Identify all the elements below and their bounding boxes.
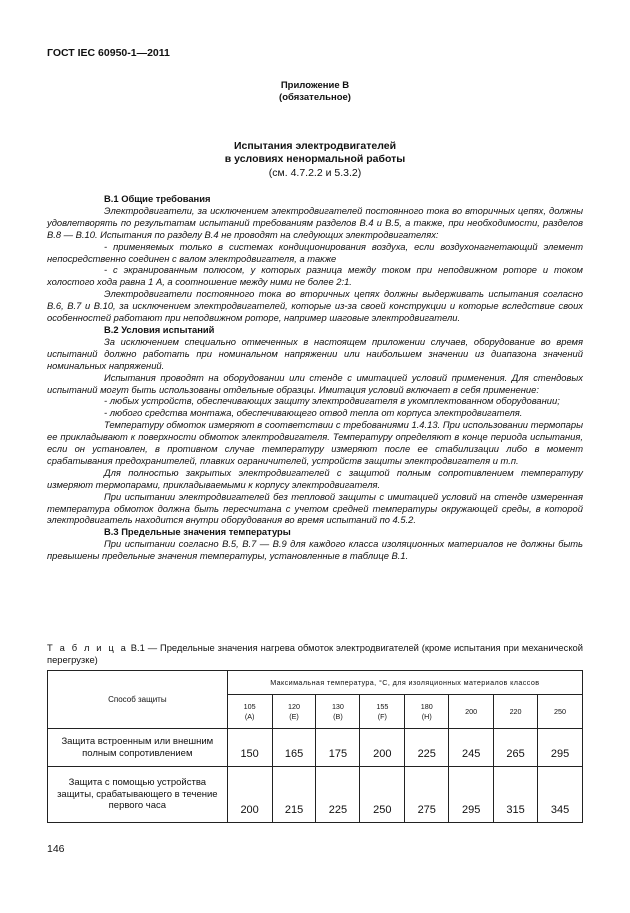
list-item: - применяемых только в системах кондиционирования воздуха, если воздухонагнетающий элемент непосредственно соединен с валом электродвигателя, а также: [47, 240, 583, 264]
table-cell: 165: [272, 729, 316, 767]
paragraph: Электродвигатели, за исключением электродвигателей постоянного тока во вторичных цепях, должны удовлетворять по результатам испытаний требованиям разделов В.4 и В.5, а также, при необходимости, разделов В.8 — В.10. Испытания по разделу В.4 не проводят на следующих электродвигателях:: [47, 204, 583, 240]
table-row: [48, 729, 583, 767]
paragraph: За исключением специально отмеченных в настоящем приложении случаев, оборудование во время испытаний должно работать при номинальном напряжении или наибольшем значении из диапазона значений номинальных напряжений.: [47, 335, 583, 371]
paragraph: Температуру обмоток измеряют в соответствии с требованиями 1.4.13. При использовании термопары ее прикладывают к поверхности обмоток электродвигателя. Температуру определяют в конце периода испытания, если он установлен, в противном случае температуру измеряют после ее стабилизации либо в момент срабатывания предохранителей, плавких ограничителей, устройств защиты электродвигателя и т.п.: [47, 419, 583, 466]
table-cell: 225: [405, 729, 449, 767]
table-caption: [47, 642, 583, 666]
col-header-group: Максимальная температура, °С, для изоляционных материалов классов: [227, 671, 582, 695]
paragraph: При испытании согласно В.5, В.7 — В.9 для каждого класса изоляционных материалов не должны быть превышены предельные значения температуры, установленные в таблице В.1.: [47, 538, 583, 562]
table-cell: 265: [494, 729, 538, 767]
section-heading-b1: В.1 Общие требования: [104, 193, 211, 204]
standard-header: ГОСТ IEC 60950-1—2011: [47, 47, 170, 59]
table-cell: 225: [316, 767, 360, 823]
table-cell: 175: [316, 729, 360, 767]
page-number: 146: [47, 843, 65, 855]
paragraph: При испытании электродвигателей без тепловой защиты с имитацией условий на стенде измеренная температура обмоток должна быть пересчитана с учетом средней температуры окружающей среды, в которой электродвигатель находится внутри оборудования во время испытаний по 4.5.2.: [47, 490, 583, 526]
temperature-limits-table: [47, 670, 583, 823]
document-title-reference: (см. 4.7.2.2 и 5.3.2): [268, 167, 362, 179]
class-header: 220: [494, 695, 538, 729]
table-row: [48, 767, 583, 823]
paragraph: Электродвигатели постоянного тока во вторичных цепях должны выдерживать испытания согласно В.6, В.7 и В.10, за исключением электродвигателей, которые из-за своей конструкции и которые вследствие своих особенностей работают при неподвижном роторе, например шаговые электродвигатели.: [47, 288, 583, 324]
class-header: 105 (А): [227, 695, 272, 729]
table-cell: 245: [449, 729, 494, 767]
class-header: 130 (В): [316, 695, 360, 729]
row-label: Защита встроенным или внешним полным сопротивлением: [48, 729, 228, 767]
document-title-line1: Испытания электродвигателей: [233, 140, 397, 152]
class-header: 180 (Н): [405, 695, 449, 729]
table-cell: 295: [538, 729, 583, 767]
table-cell: 275: [405, 767, 449, 823]
section-heading-b3: В.3 Предельные значения температуры: [104, 526, 291, 538]
table-caption-text: В.1 — Предельные значения нагрева обмоток электродвигателей (кроме испытания при механической перегрузке): [47, 642, 583, 665]
class-header: 250: [538, 695, 583, 729]
class-header: 120 (Е): [272, 695, 316, 729]
annex-status: (обязательное): [279, 92, 351, 103]
main-text: [47, 193, 583, 562]
list-item: - с экранированным полюсом, у которых разница между током при неподвижном роторе и током холостого хода равна 1 А, а соотношение между ними не более 2:1.: [47, 264, 583, 288]
class-header: 155 (F): [360, 695, 405, 729]
table-cell: 200: [227, 767, 272, 823]
list-item: - любого средства монтажа, обеспечивающего отвод тепла от корпуса электродвигателя.: [104, 407, 523, 419]
paragraph: Испытания проводят на оборудовании или стенде с имитацией условий применения. Для стендовых испытаний могут быть использованы отдельные образцы. Имитация условий включает в себя применение:: [47, 371, 583, 395]
class-header: 200: [449, 695, 494, 729]
table-cell: 200: [360, 729, 405, 767]
annex-title: Приложение В: [280, 80, 350, 91]
document-title-line2: в условиях ненормальной работы: [224, 153, 406, 165]
col-header-protection: Способ защиты: [48, 671, 228, 729]
table-cell: 250: [360, 767, 405, 823]
row-label: Защита с помощью устройства защиты, срабатывающего в течение первого часа: [48, 767, 228, 823]
table-cell: 150: [227, 729, 272, 767]
table-caption-prefix: Т а б л и ц а: [47, 642, 128, 653]
section-heading-b2: В.2 Условия испытаний: [104, 323, 215, 335]
table-cell: 345: [538, 767, 583, 823]
table-cell: 295: [449, 767, 494, 823]
paragraph: Для полностью закрытых электродвигателей с защитой полным сопротивлением температуру измеряют термопарами, прикладываемыми к корпусу электродвигателя.: [47, 466, 583, 490]
table-cell: 215: [272, 767, 316, 823]
table-cell: 315: [494, 767, 538, 823]
list-item: - любых устройств, обеспечивающих защиту электродвигателя в укомплектованном оборудовании;: [104, 395, 560, 407]
